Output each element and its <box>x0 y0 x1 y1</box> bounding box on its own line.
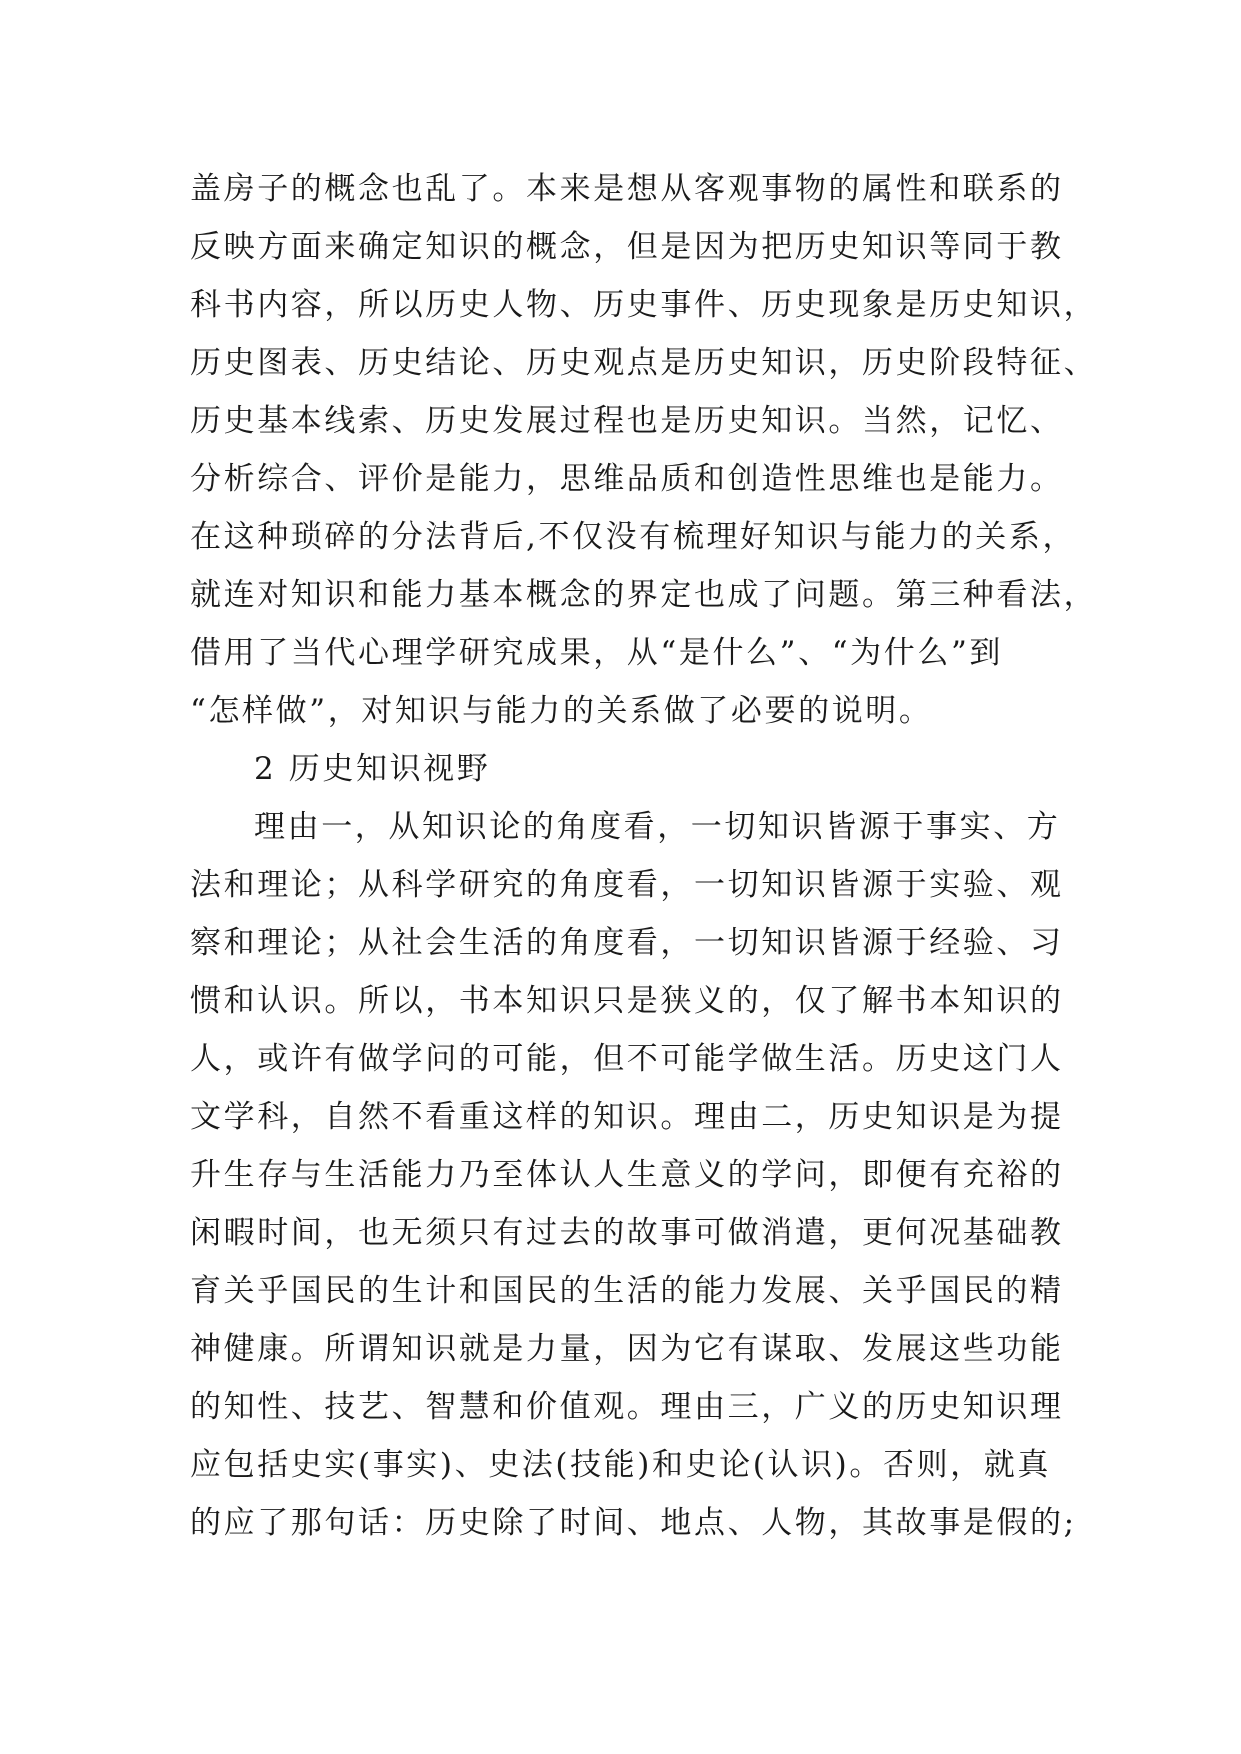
text-line: 在这种琐碎的分法背后,不仅没有梳理好知识与能力的关系， <box>190 519 1077 555</box>
text-line: 借用了当代心理学研究成果，从“是什么”、“为什么”到 <box>190 635 1003 671</box>
text-line: 科书内容，所以历史人物、历史事件、历史现象是历史知识， <box>190 287 1098 323</box>
text-line: 育关乎国民的生计和国民的生活的能力发展、关乎国民的精 <box>190 1273 1064 1309</box>
text-line: “怎样做”，对知识与能力的关系做了必要的说明。 <box>190 693 933 729</box>
text-line: 分析综合、评价是能力，思维品质和创造性思维也是能力。 <box>190 461 1064 497</box>
text-line: 反映方面来确定知识的概念，但是因为把历史知识等同于教 <box>190 229 1064 265</box>
text-line: 历史图表、历史结论、历史观点是历史知识，历史阶段特征、 <box>190 345 1098 381</box>
text-line: 惯和认识。所以，书本知识只是狭义的，仅了解书本知识的 <box>190 983 1064 1019</box>
text-line: 人，或许有做学问的可能，但不可能学做生活。历史这门人 <box>190 1041 1064 1077</box>
text-line: 就连对知识和能力基本概念的界定也成了问题。第三种看法， <box>190 577 1098 613</box>
text-line: 应包括史实(事实)、史法(技能)和史论(认识)。否则，就真 <box>190 1447 1051 1483</box>
text-line: 升生存与生活能力乃至体认人生意义的学问，即便有充裕的 <box>190 1157 1064 1193</box>
text-line: 文学科，自然不看重这样的知识。理由二，历史知识是为提 <box>190 1099 1064 1135</box>
text-line: 盖房子的概念也乱了。本来是想从客观事物的属性和联系的 <box>190 171 1064 207</box>
body-text <box>190 160 1098 1552</box>
text-line: 的知性、技艺、智慧和价值观。理由三，广义的历史知识理 <box>190 1389 1064 1425</box>
section-heading: 2 历史知识视野 <box>254 751 491 787</box>
text-line: 历史基本线索、历史发展过程也是历史知识。当然，记忆、 <box>190 403 1064 439</box>
text-line: 察和理论；从社会生活的角度看，一切知识皆源于经验、习 <box>190 925 1064 961</box>
text-line: 闲暇时间，也无须只有过去的故事可做消遣，更何况基础教 <box>190 1215 1064 1251</box>
text-line: 的应了那句话：历史除了时间、地点、人物，其故事是假的; <box>190 1505 1077 1541</box>
text-line: 理由一，从知识论的角度看，一切知识皆源于事实、方 <box>254 809 1061 845</box>
text-line: 神健康。所谓知识就是力量，因为它有谋取、发展这些功能 <box>190 1331 1064 1367</box>
text-line: 法和理论；从科学研究的角度看，一切知识皆源于实验、观 <box>190 867 1064 903</box>
